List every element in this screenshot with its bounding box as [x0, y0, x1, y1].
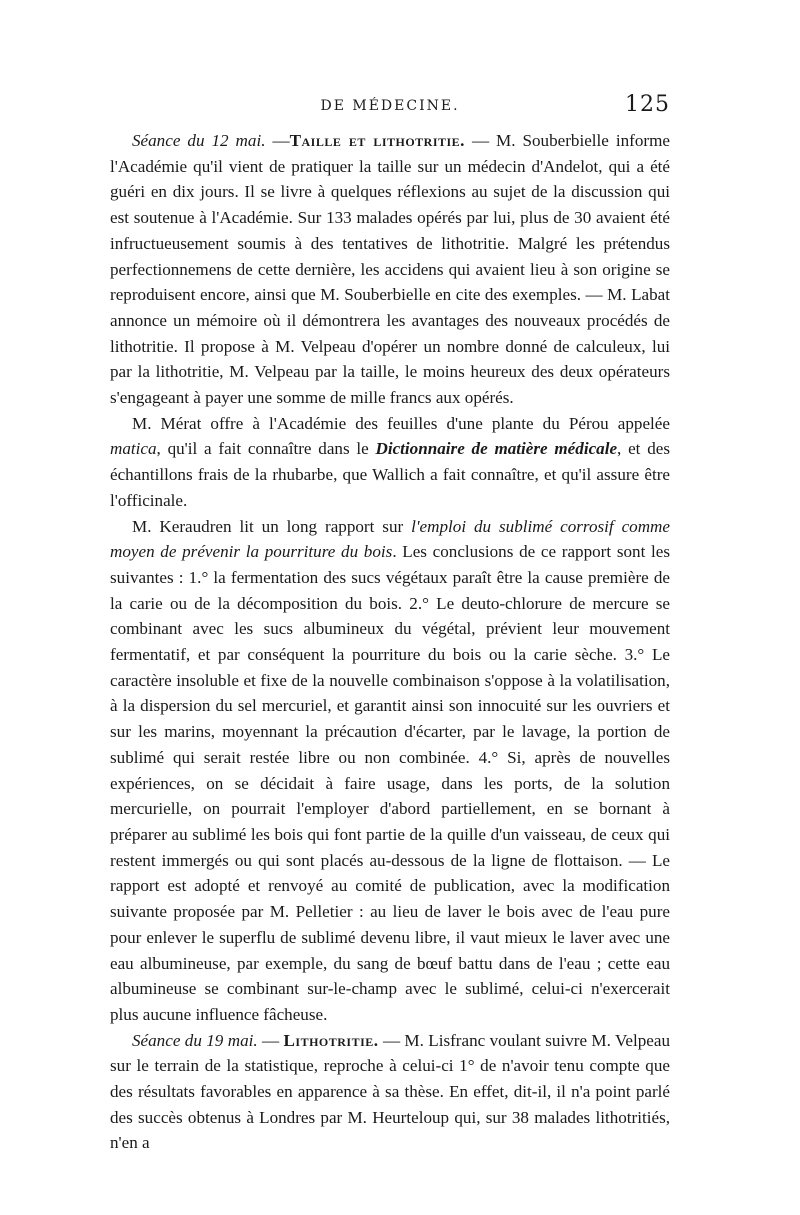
text-run: M. Mérat offre à l'Académie des feuilles d'une plante du Pérou appelée: [132, 413, 670, 433]
book-title: Dictionnaire de matière médicale: [375, 439, 618, 459]
paragraph-merat: [110, 411, 670, 514]
text-run: —: [265, 131, 290, 150]
session-date: Séance du 12 mai.: [132, 131, 266, 150]
running-title: DE MÉDECINE.: [320, 98, 460, 114]
book-page: [110, 92, 670, 1156]
report-title: l'emploi du sublimé corrosif comme moyen de prévenir la pourriture du bois: [110, 516, 670, 562]
text-run: M. Keraudren lit un long rapport sur: [132, 516, 412, 536]
text-run: —: [257, 1030, 284, 1050]
session-date: Séance du 19 mai.: [132, 1030, 258, 1050]
text-run: — M. Souberbielle informe l'Académie qu'il vient de pratiquer la taille sur un médecin d'Andelot, qui a été guéri en dix jours. Il se livre à quelques réflexions au sujet de la discussion qui est soutenue à l'Académie. Sur 133 malades opérés par lui, plus de 30 avaient été infructueusement soumis à des tentatives de lithotritie. Malgré les prétendus perfectionnemens de cette dernière, les accidens qui avaient lieu à son origine se reproduisent encore, ainsi que M. Souberbielle en cite des exemples. — M. Labat annonce un mémoire où il démontrera les avantages des nouveaux procédés de lithotritie. Il propose à M. Velpeau d'opérer un nombre donné de calculeux, lui par la lithotritie, M. Velpeau par la taille, le moins heureux des deux opérateurs s'engageant à payer une somme de mille francs aux opérés.: [110, 131, 670, 408]
page-number: 125: [625, 92, 670, 117]
paragraph-seance-12-mai: [110, 128, 670, 411]
paragraph-seance-19-mai: [110, 1028, 670, 1157]
body-text: [110, 128, 670, 1156]
section-heading: Taille et lithotritie.: [289, 131, 465, 150]
text-run: . Les conclusions de ce rapport sont les suivantes : 1.° la fermentation des sucs végétaux paraît être la cause première de la carie ou de la décomposition du bois. 2.° Le deuto-chlorure de mercure se combinant avec les sucs albumineux du végétal, prévient leur mouvement fermentatif, et par conséquent la pourriture du bois ou la carie sèche. 3.° Le caractère insoluble et fixe de la nouvelle combinaison s'oppose à la volatilisation, à la dispersion du sel mercuriel, et garantit ainsi son innocuité sur les ouvriers et sur les marins, moyennant la précaution d'écarter, par le lavage, la portion de sublimé qui serait restée libre ou non combinée. 4.° Si, après de nouvelles expériences, on se décidait à faire usage, dans les ports, de la solution mercurielle, on pourrait l'employer d'abord partiellement, en se bornant à préparer au sublimé les bois qui font partie de la quille d'un vaisseau, de ceux qui restent immergés ou qui sont placés au-dessous de la ligne de flottaison. — Le rapport est adopté et renvoyé au comité de publication, avec la modification suivante proposée par M. Pelletier : au lieu de laver le bois avec de l'eau pure pour enlever le superflu de sublimé devenu libre, il vaut mieux le laver avec une eau albumineuse, par exemple, du sang de bœuf battu dans de l'eau ; cette eau albumineuse se combinant sur-le-champ avec le sublimé, celui-ci n'exercerait plus aucune influence fâcheuse.: [110, 542, 670, 1024]
text-run: , et des échantillons frais de la rhubarbe, que Wallich a fait connaître, et qu'il assure être l'officinale.: [110, 439, 670, 510]
paragraph-keraudren: [110, 514, 670, 1028]
text-run: — M. Lisfranc voulant suivre M. Velpeau sur le terrain de la statistique, reproche à celui-ci 1° de n'avoir tenu compte que des résultats favorables en apparence à sa thèse. En effet, dit-il, il n'a point parlé des succès obtenus à Londres par M. Heurteloup qui, sur 38 malades lithotritiés, n'en a: [110, 1030, 671, 1153]
text-run: , qu'il a fait connaître dans le: [156, 439, 376, 459]
running-header: [110, 92, 670, 120]
italic-term: matica: [110, 439, 157, 459]
section-heading: Lithotritie.: [283, 1030, 379, 1050]
